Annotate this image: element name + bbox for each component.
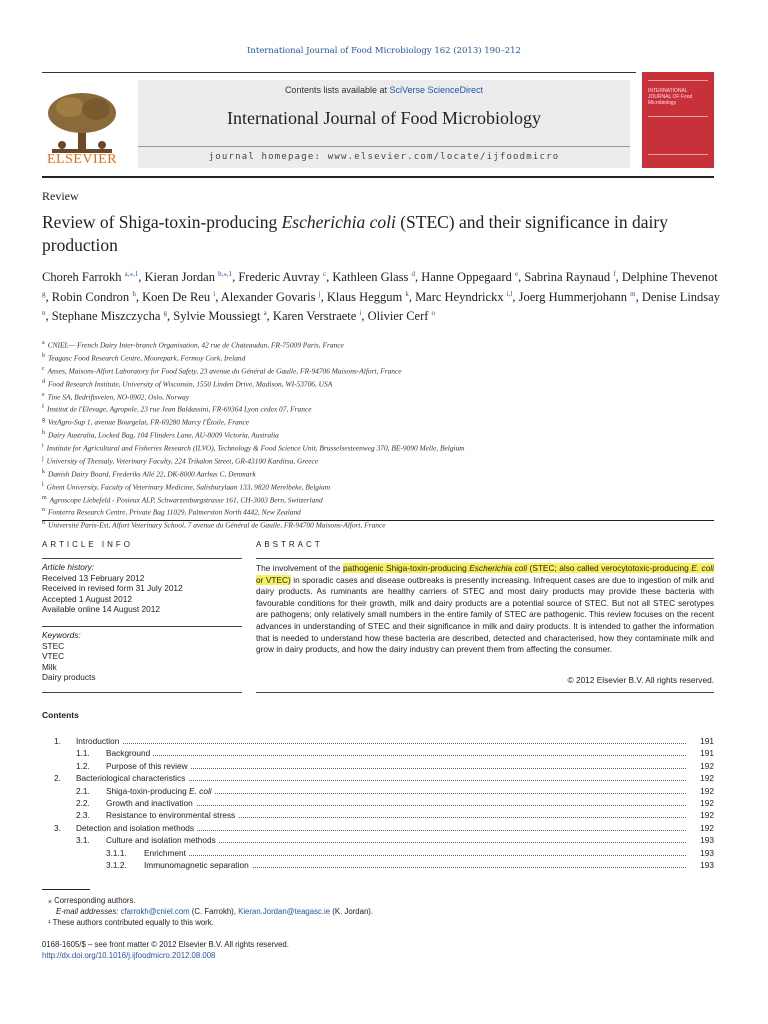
affiliation-marker[interactable]: i (213, 289, 216, 298)
toc-page-number: 192 (690, 761, 714, 771)
contents-available: Contents lists available at SciVerse ScienceDirect (284, 85, 484, 95)
affiliation-item (42, 505, 722, 518)
author-name: Olivier Cerf $^o$ (367, 309, 436, 324)
affiliation-text: Ghent University, Faculty of Veterinary Medicine, Salisburylaan 133, 9820 Merelbeke, Belgium (46, 482, 331, 492)
journal-cover-thumbnail (642, 72, 714, 168)
affiliation-item (42, 402, 722, 415)
affiliation-item (42, 377, 722, 390)
affiliation-item (42, 428, 722, 441)
affiliation-marker[interactable]: i,l (506, 289, 513, 298)
affiliation-item (42, 351, 722, 364)
toc-title: Bacteriological characteristics (76, 773, 188, 783)
author-list: Choreh Farrokh $^{a,⁎,1}$, Kieran Jordan $^{b,⁎,1}$, Frederic Auvray $^c$, Kathleen Glass $^d$, Hanne Oppegaard $^e$, Sabrina Raynaud $^f$, Delphine Thevenot $^g$, Robin Condron $^h$, Koen De Reu $^i$, Alexander Govaris $^j$, Klaus Heggum $^k$, Marc Heyndrickx $^{i,l}$, Joerg Hummerjohann $^m$, Denise Lindsay $^n$, Stephane Miszczycha $^g$, Sylvie Moussiegt $^a$, Karen Verstraete $^i$, Olivier Cerf $^o$ (42, 270, 720, 324)
affiliation-marker[interactable]: f (613, 270, 616, 278)
history-item: Available online 14 August 2012 (42, 604, 160, 614)
affiliation-mark: l (42, 481, 44, 488)
article-info-heading: ARTICLE INFO (42, 540, 133, 549)
abstract-rule (256, 558, 714, 559)
affiliation-marker[interactable]: c (323, 270, 327, 278)
affiliation-text: CNIEL— French Dairy Inter-branch Organisation, 42 rue de Chateaudun, FR-75009 Paris, France (47, 340, 344, 350)
toc-entry[interactable] (42, 848, 714, 860)
toc-leader-dots (106, 768, 686, 769)
affiliation-text: Food Research Institute, University of Wisconsin, 1550 Linden Drive, Madison, WI-53706, USA (48, 379, 333, 389)
toc-title: Culture and isolation methods (106, 835, 219, 845)
toc-title: Resistance to environmental stress (106, 810, 238, 820)
history-label: Article history: (42, 562, 95, 572)
equal-contribution-note: ¹ These authors contributed equally to this work. (48, 918, 214, 927)
affiliation-text: University of Thessaly, Veterinary Faculty, 224 Trikalon Street, GR-43100 Karditsa, Greece (46, 456, 319, 466)
author-name: Koen De Reu $^i$ (142, 289, 216, 304)
affiliation-mark: e (42, 391, 45, 398)
affiliation-mark: f (42, 404, 44, 411)
affiliation-marker[interactable]: g (42, 289, 46, 298)
toc-entry[interactable] (42, 798, 714, 810)
affiliation-item (42, 454, 722, 467)
affiliation-mark: c (42, 365, 45, 372)
toc-page-number: 192 (690, 810, 714, 820)
toc-number: 1.2. (76, 760, 90, 771)
affiliation-mark: m (42, 494, 47, 501)
toc-entry[interactable] (42, 810, 714, 822)
affiliation-item (42, 493, 722, 506)
author-name: Joerg Hummerjohann $^m$ (518, 289, 636, 304)
email-link[interactable]: Kieran.Jordan@teagasc.ie (238, 907, 331, 916)
table-of-contents (42, 736, 714, 872)
history-item: Accepted 1 August 2012 (42, 593, 132, 604)
toc-leader-dots (144, 855, 686, 856)
toc-number: 3. (54, 822, 61, 833)
affiliation-marker[interactable]: a,⁎,1 (124, 270, 139, 278)
toc-page-number: 192 (690, 773, 714, 783)
keyword-item: STEC (42, 640, 65, 651)
author-name: Hanne Oppegaard $^e$ (421, 270, 519, 285)
toc-number: 3.1. (76, 835, 90, 846)
cover-title: INTERNATIONAL JOURNAL OF Food Microbiology (648, 88, 693, 106)
toc-entry[interactable] (42, 823, 714, 835)
toc-page-number: 193 (690, 848, 714, 858)
affiliation-mark: o (42, 520, 45, 527)
corresponding-note: ⁎ Corresponding authors. (48, 896, 136, 905)
header-divider (42, 176, 714, 178)
toc-entry[interactable] (42, 835, 714, 847)
affiliation-marker[interactable]: j (318, 289, 321, 298)
header-rule (42, 72, 636, 73)
affiliation-item (42, 415, 722, 428)
affiliation-marker[interactable]: k (405, 289, 409, 298)
footnotes (48, 895, 708, 928)
toc-page-number: 193 (690, 835, 714, 845)
affiliation-text: Institute for Agricultural and Fisheries Research (ILVO), Technology & Food Science Unit, Brusselsesteenweg 370, BE-9090 Melle, Belgium (46, 443, 465, 453)
affiliation-mark: k (42, 468, 45, 475)
cover-rule (648, 116, 708, 117)
toc-entry[interactable] (42, 773, 714, 785)
author-name: Delphine Thevenot $^g$ (42, 270, 718, 298)
affiliation-mark: d (42, 378, 45, 385)
affiliation-marker[interactable]: m (630, 289, 636, 298)
abstract-heading: ABSTRACT (256, 540, 323, 549)
keywords-label: Keywords: (42, 630, 81, 640)
author-name: Frederic Auvray $^c$ (238, 270, 327, 285)
journal-banner (138, 80, 630, 168)
affiliation-text: Teagasc Food Research Centre, Moorepark, Fermoy Cork, Ireland (48, 353, 246, 363)
author-name: Kieran Jordan $^{b,⁎,1}$ (144, 270, 233, 285)
article-history (42, 562, 242, 615)
toc-title: Shiga-toxin-producing E. coli (106, 786, 215, 796)
author-name: Sabrina Raynaud $^f$ (524, 270, 616, 285)
toc-entry[interactable] (42, 761, 714, 773)
contents-heading: Contents (42, 710, 79, 720)
cover-rule (648, 80, 708, 81)
author-name: Sylvie Moussiegt $^a$ (173, 309, 267, 324)
toc-title: Introduction (76, 736, 122, 746)
affiliation-text: Fonterra Research Centre, Private Bag 11029, Palmerston North 4442, New Zealand (48, 507, 301, 517)
section-divider (42, 520, 714, 521)
journal-title: International Journal of Food Microbiology (227, 108, 541, 128)
toc-entry[interactable] (42, 786, 714, 798)
author-name: Alexander Govaris $^j$ (220, 289, 321, 304)
author-name: Kathleen Glass $^d$ (332, 270, 416, 285)
affiliation-marker[interactable]: h (132, 289, 136, 298)
affiliation-mark: a (42, 340, 45, 346)
keyword-item: VTEC (42, 651, 65, 661)
toc-number: 3.1.1. (106, 847, 127, 858)
toc-entry[interactable] (42, 736, 714, 748)
affiliation-marker[interactable]: a (263, 309, 267, 318)
author-name: Choreh Farrokh $^{a,⁎,1}$ (42, 270, 139, 285)
abstract-copyright: © 2012 Elsevier B.V. All rights reserved. (567, 675, 714, 685)
toc-title: Detection and isolation methods (76, 823, 197, 833)
toc-page-number: 191 (690, 748, 714, 758)
info-rule (42, 626, 242, 627)
toc-title: Immunomagnetic separation (144, 860, 252, 870)
affiliation-item (42, 338, 722, 351)
abstract-rule (256, 692, 714, 693)
toc-title: Enrichment (144, 848, 189, 858)
affiliation-item (42, 480, 722, 493)
highlighted-text[interactable]: pathogenic Shiga-toxin-producing Escherichia coli (STEC; also called verocytotoxic-producing E. coli or VTEC) (256, 563, 714, 585)
affiliation-text: VetAgro-Sup 1, avenue Bourgelat, FR-69280 Marcy l'Étoile, France (48, 417, 250, 427)
author-name: Karen Verstraete $^i$ (272, 309, 362, 324)
sciencedirect-link[interactable]: SciVerse ScienceDirect (389, 85, 484, 95)
email-note: E-mail addresses: cfarrokh@cniel.com (C. Farrokh), Kieran.Jordan@teagasc.ie (K. Jordan). (56, 907, 374, 916)
affiliation-text: Agroscope Liebefeld - Posieux ALP, Schwarzenburgstrasse 161, CH-3003 Bern, Switzerland (49, 494, 323, 504)
affiliation-marker[interactable]: g (163, 309, 168, 318)
affiliation-mark: n (42, 507, 45, 514)
issn-line: 0168-1605/$ – see front matter © 2012 Elsevier B.V. All rights reserved. (42, 940, 289, 949)
affiliation-mark: g (42, 417, 45, 424)
journal-citation[interactable]: International Journal of Food Microbiology 162 (2013) 190–212 (247, 46, 521, 56)
toc-number: 2.1. (76, 785, 90, 796)
keyword-item: Dairy products (42, 672, 96, 682)
affiliation-item (42, 467, 722, 480)
affiliation-text: Anses, Maisons-Alfort Laboratory for Food Safety, 23 avenue du Général de Gaulle, FR-94706 Maisons-Alfort, France (47, 366, 402, 376)
article-type: Review (42, 189, 79, 203)
author-name: Klaus Heggum $^k$ (326, 289, 409, 304)
affiliation-item (42, 364, 722, 377)
toc-number: 2. (54, 773, 61, 784)
affiliation-mark: b (42, 352, 45, 359)
info-rule (42, 558, 242, 559)
affiliation-text: Danish Dairy Board, Frederiks Allé 22, DK-8000 Aarhus C, Denmark (48, 469, 256, 479)
author-name: Marc Heyndrickx $^{i,l}$ (415, 289, 513, 304)
issn-info (42, 939, 702, 961)
toc-title: Purpose of this review (106, 761, 191, 771)
article-title: Review of Shiga-toxin-producing Escherichia coli (STEC) and their significance in dairy production (42, 212, 668, 255)
info-rule (42, 692, 242, 693)
affiliation-item (42, 390, 722, 403)
affiliation-mark: j (42, 455, 44, 462)
keywords (42, 630, 242, 683)
affiliation-text: Tine SA, Bedriftsveien, NO-0902, Oslo, Norway (47, 391, 190, 401)
keyword-item: Milk (42, 661, 57, 672)
doi-link[interactable]: http://dx.doi.org/10.1016/j.ijfoodmicro.2012.08.008 (42, 951, 216, 960)
toc-leader-dots (76, 743, 686, 744)
cover-rule (648, 154, 708, 155)
author-name: Denise Lindsay $^n$ (42, 289, 720, 318)
toc-page-number: 192 (690, 798, 714, 808)
affiliation-text: Université Paris-Est, Alfort Veterinary School, 7 avenue du Général de Gaulle, FR-94700 Maisons-Alfort, France (48, 520, 386, 530)
affiliation-item (42, 441, 722, 454)
journal-homepage[interactable]: journal homepage: www.elsevier.com/locate/ijfoodmicro (208, 152, 560, 162)
toc-page-number: 192 (690, 786, 714, 796)
author-name: Robin Condron $^h$ (51, 289, 136, 304)
affiliation-mark: h (42, 430, 45, 437)
affiliation-marker[interactable]: e (515, 270, 519, 278)
toc-number: 2.2. (76, 797, 90, 808)
toc-page-number: 193 (690, 860, 714, 870)
toc-number: 1. (54, 736, 61, 746)
toc-entry[interactable] (42, 748, 714, 760)
abstract-text: The involvement of the pathogenic Shiga-toxin-producing Escherichia coli (STEC; also called verocytotoxic-producing E. coli or VTEC) in sporadic cases and disease outbreaks is presently increasing. Infrequent cases are due to ingestion of milk and dairy products. As ruminants are healthy carriers of STEC and most dairy products may provide these bacteria with favourable conditions for their growth, milk and dairy products are a potential source of STEC. But not all STEC serotypes are pathogens; only relatively small numbers in the entire family of STEC are pathogenic. This review focuses on the recent advances in understanding of STEC and their significance in milk and dairy products. It is intended to gather the information that is needed to understand how these bacteria are described, detected and characterised, how they contaminate milk and grow in dairy products, and how the dairy industry can prevent them from affecting the consumer. (256, 563, 714, 655)
affiliation-marker[interactable]: n (42, 309, 46, 318)
toc-number: 3.1.2. (106, 859, 127, 870)
toc-number: 2.3. (76, 810, 90, 821)
affiliation-marker[interactable]: b,⁎,1 (218, 270, 233, 278)
affiliation-list (42, 338, 722, 531)
toc-title: Growth and inactivation (106, 798, 196, 808)
history-item: Received in revised form 31 July 2012 (42, 583, 183, 593)
elsevier-wordmark: ELSEVIER (46, 152, 118, 167)
email-link[interactable]: cfarrokh@cniel.com (120, 907, 190, 916)
toc-page-number: 192 (690, 823, 714, 833)
toc-number: 1.1. (76, 748, 90, 759)
toc-entry[interactable] (42, 860, 714, 872)
affiliation-text: Dairy Australia, Locked Bag, 104 Flinders Lane, AU-8009 Victoria, Australia (48, 430, 279, 440)
affiliation-marker[interactable]: d (411, 270, 416, 278)
toc-page-number: 191 (690, 736, 714, 746)
toc-title: Background (106, 748, 153, 758)
affiliation-marker[interactable]: o (431, 309, 436, 318)
history-item: Received 13 February 2012 (42, 572, 145, 583)
author-name: Stephane Miszczycha $^g$ (51, 309, 168, 324)
banner-divider (138, 146, 630, 147)
footnote-rule (42, 889, 90, 890)
affiliation-marker[interactable]: i (359, 309, 362, 318)
affiliation-text: Institut de l'Elevage, Agropole, 23 rue Jean Baldassini, FR-69364 Lyon cedex 07, France (47, 404, 312, 414)
toc-leader-dots (106, 755, 686, 756)
affiliation-mark: i (42, 443, 44, 449)
